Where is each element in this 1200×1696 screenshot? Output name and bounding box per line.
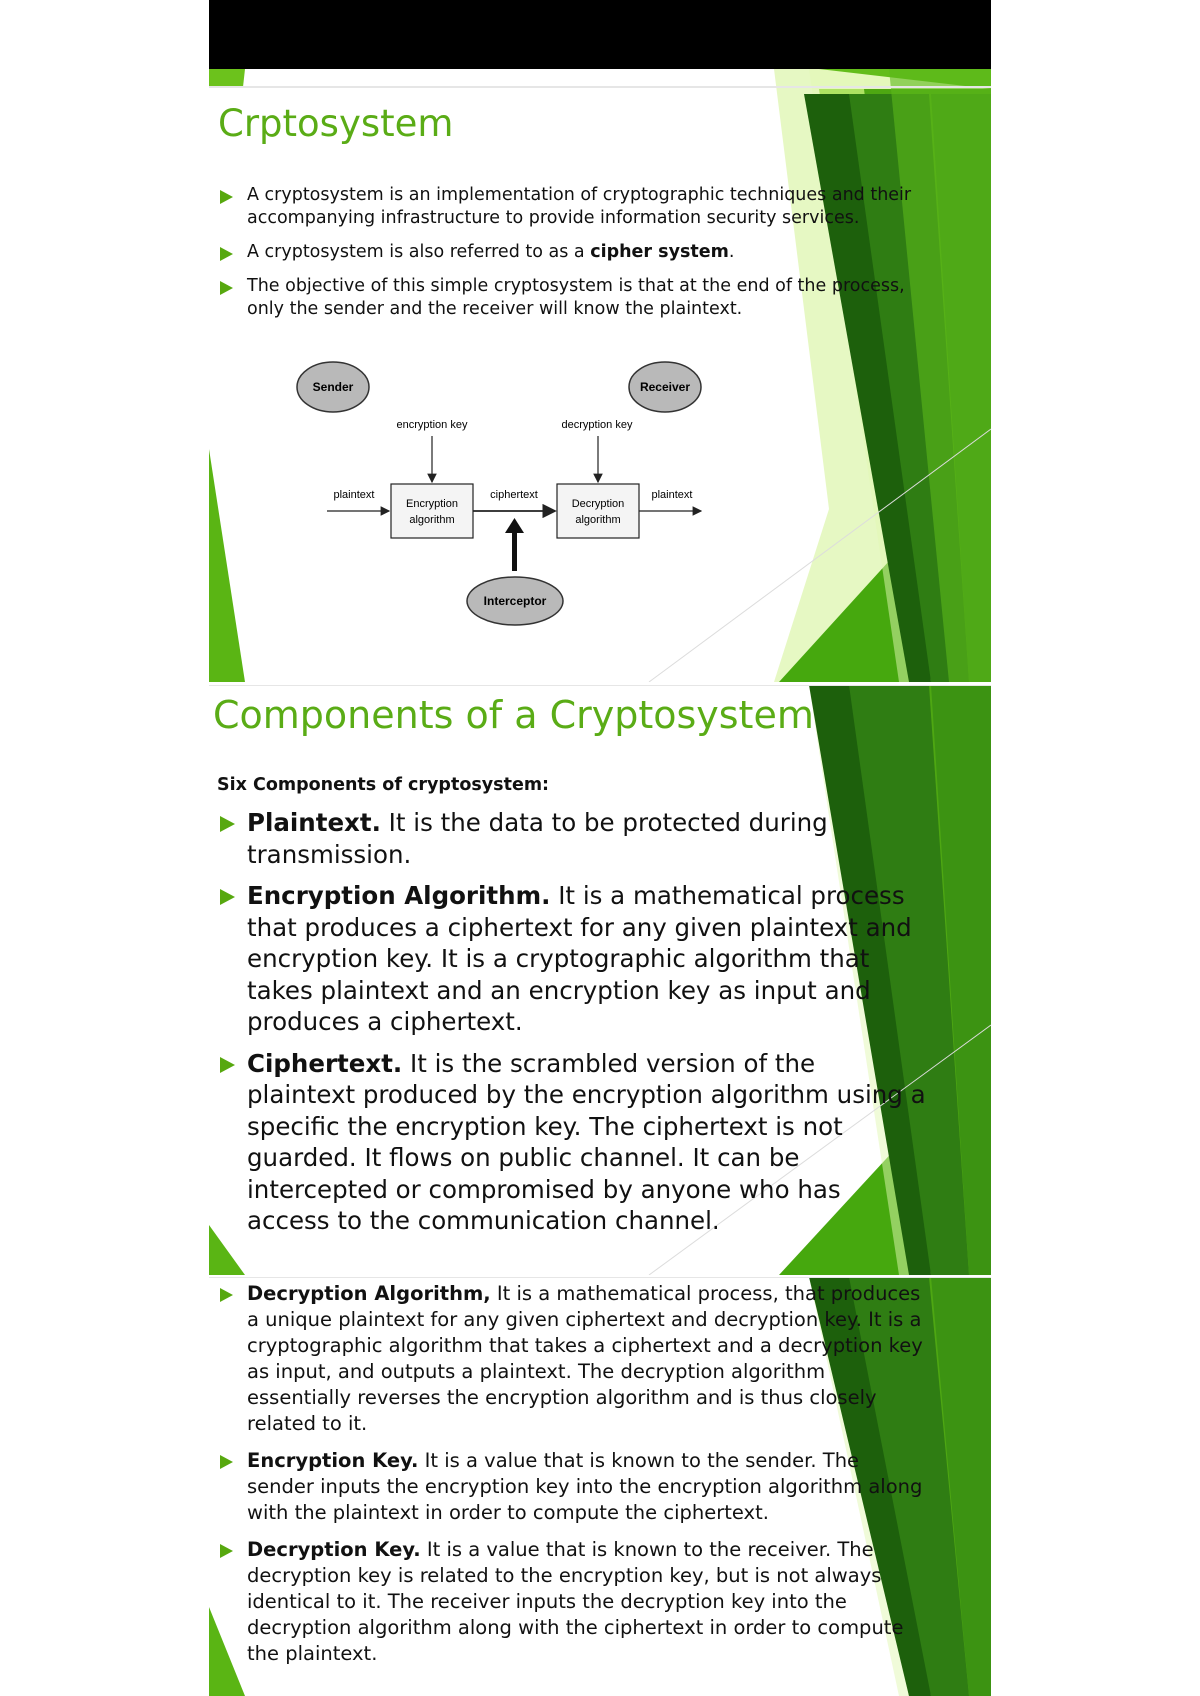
bullet-list [209, 1281, 929, 1678]
bullet-arrow-icon [220, 1455, 233, 1469]
receiver-label: Receiver [639, 380, 691, 394]
bullet-item [209, 184, 929, 230]
bold-term: Decryption Key. [247, 1538, 421, 1561]
body-text: It is a value that is known to the sender. The sender inputs the encryption key into the encryption algorithm along with the plaintext in order to compute the ciphertext. [247, 1449, 923, 1524]
body-text: A cryptosystem is an implementation of cryptographic techniques and their accompanying infrastructure to provide information security services. [247, 185, 912, 228]
bullet-text [247, 808, 828, 869]
bullet-arrow-icon [220, 1544, 233, 1558]
receiver-node [629, 362, 701, 412]
decryption-key-label: decryption key [561, 419, 633, 431]
interceptor-label: Interceptor [483, 594, 547, 608]
bold-term: cipher system [590, 242, 729, 262]
bullet-text [247, 1449, 922, 1524]
ciphertext-label: ciphertext [490, 489, 538, 501]
interceptor-tap-arrow [505, 518, 524, 571]
bold-term: Plaintext. [247, 808, 381, 837]
slide-title: Crptosystem [218, 102, 454, 145]
bullet-item [209, 275, 929, 321]
slide-title: Components of a Cryptosystem [213, 693, 814, 737]
bullet-list [209, 807, 929, 1247]
body-text: It is a value that is known to the receiver. The decryption key is related to the encryption key, but is not always identical to it. The receiver inputs the decryption key into the decryption algorithm along with the ciphertext in order to compute the plaintext. [247, 1538, 904, 1665]
body-text: It is the scrambled version of the plaintext produced by the encryption algorithm using a specific the encryption key. The ciphertext is not guarded. It flows on public channel. It can be intercepted or compromised by anyone who has access to the communication channel. [247, 1048, 926, 1235]
bullet-item [209, 1537, 929, 1667]
bullet-text [247, 1538, 903, 1665]
bullet-item [209, 1048, 929, 1237]
sender-node [297, 362, 369, 412]
body-text: It is a mathematical process that produces a ciphertext for any given plaintext and encryption key. It is a cryptographic algorithm that takes plaintext and an encryption key as input and produces a ciphertext. [247, 881, 912, 1036]
slide-components-continued [209, 1277, 991, 1696]
bullet-text [247, 185, 911, 228]
bullet-text [247, 242, 734, 262]
bullet-item [209, 1448, 929, 1526]
bullet-item [209, 241, 929, 264]
bold-term: Encryption Algorithm. [247, 881, 551, 910]
slide-cryptosystem [209, 69, 991, 682]
bullet-arrow-icon [220, 816, 235, 832]
intro-text: Six Components of cryptosystem: [217, 775, 550, 795]
body-text: The objective of this simple cryptosystem is that at the end of the process, only the sender and the receiver will know the plaintext. [247, 276, 905, 319]
body-text: . [728, 242, 735, 262]
bullet-arrow-icon [220, 247, 233, 261]
encryption-algorithm-box [391, 484, 473, 538]
interceptor-node [467, 577, 563, 625]
bullet-arrow-icon [220, 1288, 233, 1302]
bullet-text [247, 1282, 923, 1435]
plaintext-in-label: plaintext [333, 489, 375, 501]
bullet-text [247, 1049, 926, 1236]
plaintext-out-label: plaintext [651, 489, 693, 501]
decryption-box-line1: Decryption [571, 498, 625, 510]
bullet-arrow-icon [220, 281, 233, 295]
decryption-algorithm-box [557, 484, 639, 538]
bullet-item [209, 880, 929, 1038]
bold-term: Ciphertext. [247, 1048, 403, 1078]
bullet-text [247, 881, 912, 1036]
encryption-box-line2: algorithm [409, 514, 455, 526]
bullet-arrow-icon [220, 1057, 235, 1073]
cryptosystem-diagram [289, 351, 709, 631]
bullet-list [209, 184, 929, 332]
decryption-box-line2: algorithm [575, 514, 621, 526]
slide-components [209, 685, 991, 1275]
bold-term: Encryption Key. [247, 1449, 419, 1472]
top-black-bar [209, 0, 991, 69]
encryption-box-line1: Encryption [406, 498, 458, 510]
bullet-item [209, 1281, 929, 1437]
bullet-text [247, 276, 905, 319]
encryption-key-label: encryption key [396, 419, 468, 431]
bullet-item [209, 807, 929, 870]
sender-label: Sender [312, 380, 354, 394]
bullet-arrow-icon [220, 889, 235, 905]
body-text: A cryptosystem is also referred to as a [247, 242, 591, 262]
body-text: It is a mathematical process, that produces a unique plaintext for any given ciphertext and decryption key. It is a cryptographic algorithm that takes a ciphertext and a decryption key as input, and outputs a plaintext. The decryption algorithm essentially reverses the encryption algorithm and is thus closely related to it. [247, 1282, 923, 1435]
body-text: It is the data to be protected during transmission. [247, 808, 828, 869]
bold-term: Decryption Algorithm, [247, 1282, 491, 1305]
bullet-arrow-icon [220, 190, 233, 204]
